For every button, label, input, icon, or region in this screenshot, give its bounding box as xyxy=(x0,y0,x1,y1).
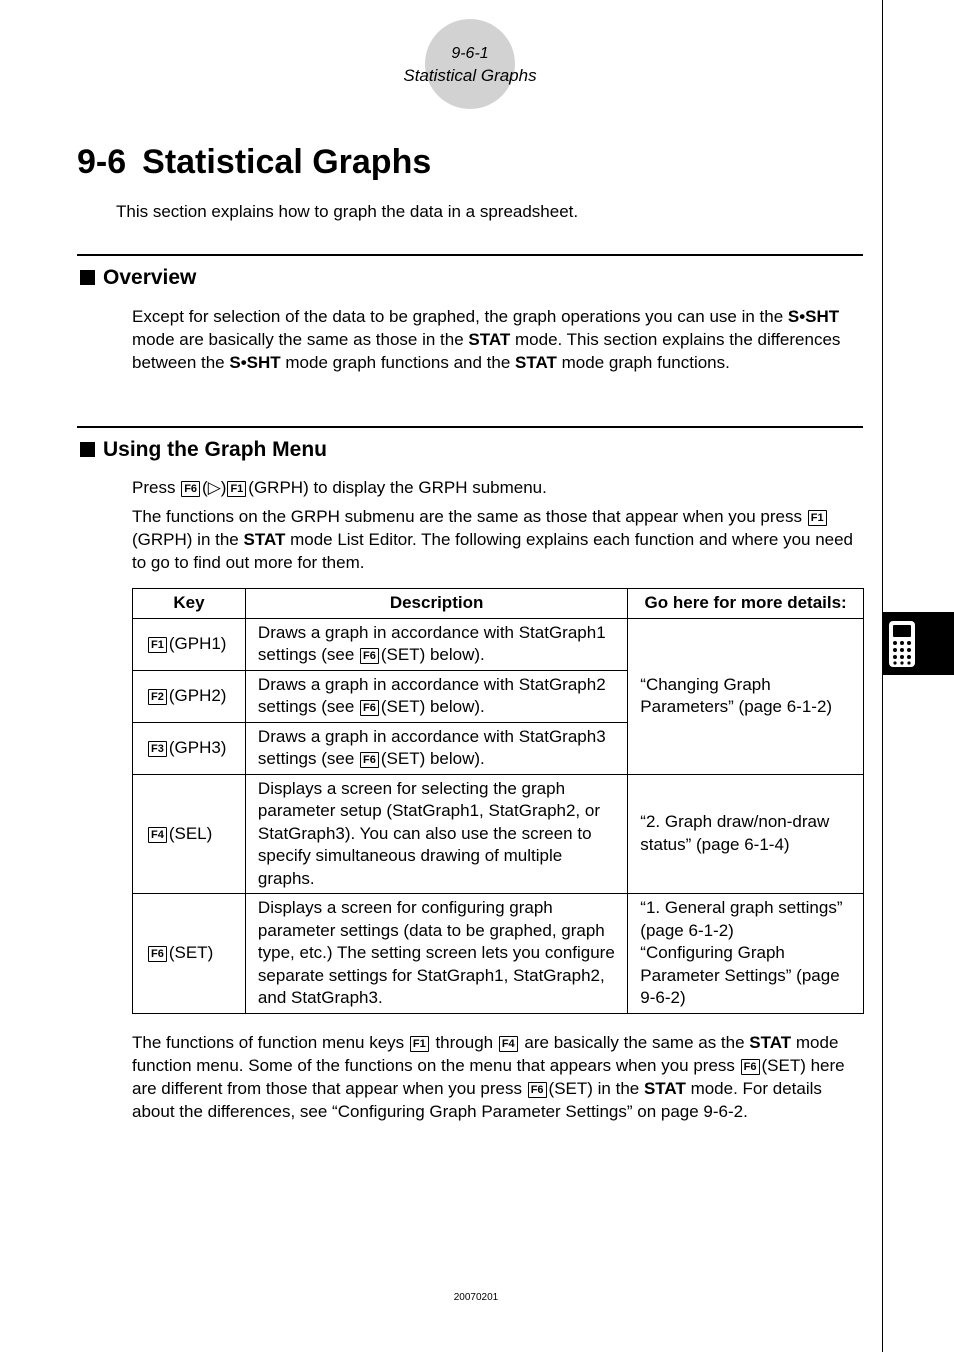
grph-paragraph: The functions on the GRPH submenu are the same as those that appear when you press F1(GRPH) in the STAT mode List Editor. The following explains each function and where you need to go to find out more for them. xyxy=(132,507,854,572)
key-cell: F4 (SEL) xyxy=(133,774,246,894)
header-circle xyxy=(425,19,515,109)
header-description: Description xyxy=(245,589,627,619)
f1-key-icon: F1 xyxy=(808,510,827,526)
header-details: Go here for more details: xyxy=(628,589,864,619)
calculator-icon xyxy=(887,620,917,668)
description-cell: Displays a screen for selecting the graph parameter setup (StatGraph1, StatGraph2, or StatGraph3). You can also use the screen to specify simultaneous drawing of multiple graphs. xyxy=(245,774,627,894)
overview-paragraph: Except for selection of the data to be graphed, the graph operations you can use in the S•SHT mode are basically the same as those in the STAT mode. This section explains the differences between the S•SHT mode graph functions and the STAT mode graph functions. xyxy=(132,307,841,372)
description-cell: Draws a graph in accordance with StatGraph3 settings (see F6 (SET) below). xyxy=(245,722,627,774)
title-text: Statistical Graphs xyxy=(142,143,432,181)
header-section-title: Statistical Graphs xyxy=(403,66,537,85)
footer-code: 20070201 xyxy=(453,1292,499,1303)
header-key: Key xyxy=(133,589,246,619)
f6-key-icon: F6 xyxy=(528,1082,547,1098)
f2-key-icon: F2 xyxy=(148,689,167,705)
square-bullet-icon xyxy=(80,270,95,285)
page-title xyxy=(77,143,431,182)
chapter-tab xyxy=(883,612,954,675)
description-cell: Draws a graph in accordance with StatGraph1 settings (see F6 (SET) below). xyxy=(245,618,627,670)
graph-menu-heading: Using the Graph Menu xyxy=(80,438,327,462)
key-cell: F2 (GPH2) xyxy=(133,670,246,722)
description-cell: Draws a graph in accordance with StatGraph2 settings (see F6 (SET) below). xyxy=(245,670,627,722)
title-number: 9-6 xyxy=(77,143,127,181)
details-cell: “2. Graph draw/non-draw status” (page 6-1-4) xyxy=(628,774,864,894)
intro-text: This section explains how to graph the data in a spreadsheet. xyxy=(116,202,579,221)
f6-key-icon: F6 xyxy=(148,946,167,962)
f1-key-icon: F1 xyxy=(148,637,167,653)
f6-key-icon: F6 xyxy=(360,648,379,664)
f1-key-icon: F1 xyxy=(410,1036,429,1052)
f6-key-icon: F6 xyxy=(360,700,379,716)
press-instruction: Press F6 (▷) F1 (GRPH) to display the GRPH submenu. xyxy=(132,478,547,497)
f6-key-icon: F6 xyxy=(181,481,200,497)
overview-heading: Overview xyxy=(80,266,196,290)
table-row xyxy=(133,894,864,1014)
description-cell: Displays a screen for configuring graph parameter settings (data to be graphed, graph type, etc.) The setting screen lets you configure separate settings for StatGraph1, StatGraph2, and StatGraph3. xyxy=(245,894,627,1014)
section-divider xyxy=(77,426,863,428)
square-bullet-icon xyxy=(80,442,95,457)
f1-key-icon: F1 xyxy=(227,481,246,497)
table-row xyxy=(133,774,864,894)
page-edge-line xyxy=(882,0,883,1352)
section-divider xyxy=(77,254,863,256)
f6-key-icon: F6 xyxy=(360,752,379,768)
details-cell: “1. General graph settings” (page 6-1-2) “Configuring Graph Parameter Settings” (page 9-6-2) xyxy=(628,894,864,1014)
f4-key-icon: F4 xyxy=(499,1036,518,1052)
key-cell: F1 (GPH1) xyxy=(133,618,246,670)
key-cell: F6 (SET) xyxy=(133,894,246,1014)
details-cell: “Changing Graph Parameters” (page 6-1-2) xyxy=(628,618,864,774)
closing-paragraph: The functions of function menu keys F1 through F4 are basically the same as the STAT mode function menu. Some of the functions on the menu that appears when you press F6 (SET) here are different from those that appear when you press F6 (SET) in the STAT mode. For details about the differences, see “Configuring Graph Parameter Settings” on page 9-6-2. xyxy=(132,1033,845,1121)
table-row xyxy=(133,618,864,670)
key-cell: F3 (GPH3) xyxy=(133,722,246,774)
table-header-row xyxy=(133,589,864,619)
function-table xyxy=(132,588,864,1014)
header-page-number: 9-6-1 xyxy=(451,45,489,62)
f3-key-icon: F3 xyxy=(148,741,167,757)
f4-key-icon: F4 xyxy=(148,827,167,843)
f6-key-icon: F6 xyxy=(741,1059,760,1075)
